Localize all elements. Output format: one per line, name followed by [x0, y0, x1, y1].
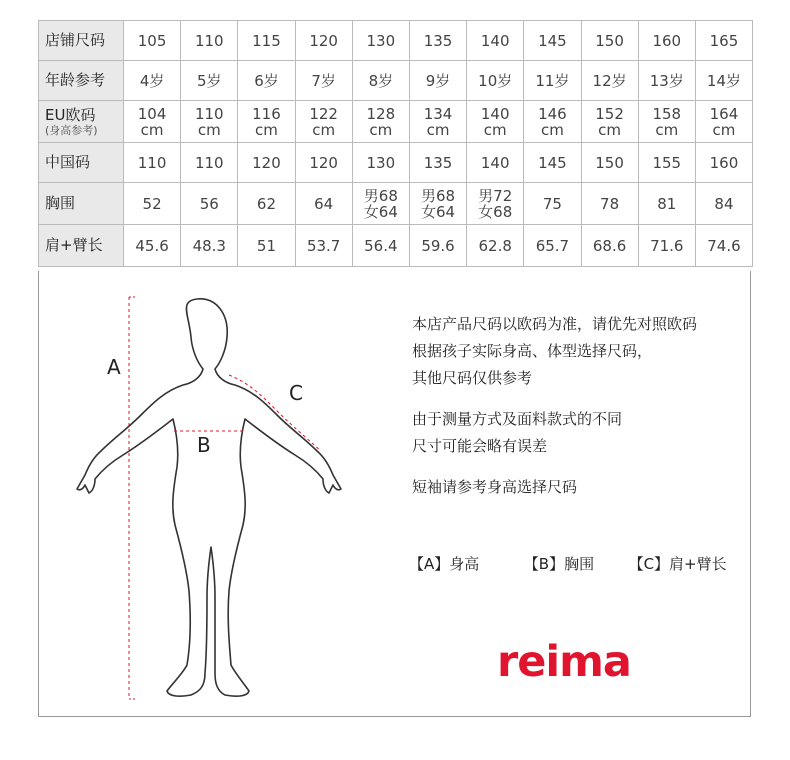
table-cell: 62.8	[467, 225, 524, 267]
table-cell	[695, 101, 752, 143]
table-cell: 11岁	[524, 61, 581, 101]
cell-line: cm	[483, 120, 507, 139]
note-line: 本店产品尺码以欧码为准，请优先对照欧码	[412, 315, 698, 333]
table-cell: 71.6	[638, 225, 695, 267]
table-cell: 4岁	[124, 61, 181, 101]
table-cell: 165	[695, 21, 752, 61]
table-cell: 7岁	[295, 61, 352, 101]
cell-line: cm	[255, 120, 278, 139]
table-cell: 56.4	[352, 225, 409, 267]
note-line: 尺寸可能会略有误差	[412, 437, 548, 455]
row-header-label: 店铺尺码	[45, 31, 106, 49]
legend-height: 【A】身高	[409, 555, 480, 573]
table-cell: 59.6	[409, 225, 466, 267]
table-cell: 135	[409, 143, 466, 183]
cell-line: cm	[540, 120, 564, 139]
table-cell: 62	[238, 183, 295, 225]
table-cell: 155	[638, 143, 695, 183]
note-line: 短袖请参考身高选择尺码	[412, 478, 578, 496]
table-cell: 14岁	[695, 61, 752, 101]
table-cell: 56	[181, 183, 238, 225]
table-cell: 52	[124, 183, 181, 225]
table-cell	[124, 101, 181, 143]
row-header	[39, 21, 124, 61]
table-cell	[409, 183, 466, 225]
table-cell: 145	[524, 21, 581, 61]
table-cell: 160	[638, 21, 695, 61]
table-cell	[524, 101, 581, 143]
table-cell: 130	[352, 143, 409, 183]
table-cell: 135	[409, 21, 466, 61]
table-cell: 64	[295, 183, 352, 225]
table-cell: 105	[124, 21, 181, 61]
cell-line: cm	[312, 120, 336, 139]
table-cell: 130	[352, 21, 409, 61]
cell-line: 116	[252, 104, 281, 123]
table-cell: 110	[181, 21, 238, 61]
table-row	[39, 101, 753, 143]
row-header-label: 中国码	[45, 153, 91, 171]
table-cell: 10岁	[467, 61, 524, 101]
cell-line: 146	[538, 104, 567, 123]
cell-line: 158	[652, 104, 682, 123]
cell-line: 女68	[478, 202, 513, 221]
table-cell	[352, 101, 409, 143]
row-header	[39, 183, 124, 225]
table-cell: 13岁	[638, 61, 695, 101]
cell-line: 女64	[420, 202, 456, 221]
table-cell: 5岁	[181, 61, 238, 101]
table-cell: 68.6	[581, 225, 638, 267]
reima-logo: reima	[497, 637, 631, 687]
legend-chest: 【B】胸围	[523, 555, 595, 573]
cell-line: 128	[366, 104, 396, 123]
table-cell: 45.6	[124, 225, 181, 267]
child-silhouette-icon	[39, 271, 399, 717]
table-cell: 140	[467, 21, 524, 61]
label-c: C	[289, 381, 303, 405]
table-cell	[581, 101, 638, 143]
cell-line: 110	[194, 104, 224, 123]
table-cell: 110	[181, 143, 238, 183]
label-b: B	[197, 433, 211, 457]
table-cell: 84	[695, 183, 752, 225]
table-row	[39, 183, 753, 225]
cell-line: 140	[480, 104, 510, 123]
table-cell	[467, 183, 524, 225]
size-table	[38, 20, 753, 267]
row-header-label: 胸围	[45, 194, 76, 212]
table-row	[39, 225, 753, 267]
cell-line: cm	[712, 120, 736, 139]
table-cell: 6岁	[238, 61, 295, 101]
table-cell: 140	[467, 143, 524, 183]
table-cell: 53.7	[295, 225, 352, 267]
cell-line: 104	[137, 104, 167, 123]
cell-line: cm	[140, 120, 164, 139]
cell-line: 164	[709, 104, 739, 123]
table-cell: 150	[581, 21, 638, 61]
table-cell: 51	[238, 225, 295, 267]
table-cell	[238, 101, 295, 143]
table-cell: 145	[524, 143, 581, 183]
cell-line: cm	[426, 120, 450, 139]
table-cell	[295, 101, 352, 143]
label-a: A	[107, 355, 121, 379]
table-cell: 81	[638, 183, 695, 225]
table-cell: 8岁	[352, 61, 409, 101]
table-cell: 115	[238, 21, 295, 61]
cell-line: 152	[595, 104, 624, 123]
note-line: 其他尺码仅供参考	[412, 369, 533, 387]
row-header	[39, 143, 124, 183]
row-header	[39, 101, 124, 143]
table-cell: 9岁	[409, 61, 466, 101]
table-cell: 120	[295, 21, 352, 61]
cell-line: 122	[309, 104, 338, 123]
note-line: 由于测量方式及面料款式的不同	[412, 410, 623, 428]
table-cell: 48.3	[181, 225, 238, 267]
row-header-sublabel: (身高参考)	[45, 123, 98, 137]
row-header	[39, 61, 124, 101]
illustration-panel	[38, 271, 751, 717]
table-cell: 120	[238, 143, 295, 183]
note-line: 根据孩子实际身高、体型选择尺码，	[412, 342, 653, 360]
cell-line: cm	[369, 120, 393, 139]
table-cell: 12岁	[581, 61, 638, 101]
cell-line: cm	[598, 120, 622, 139]
table-row	[39, 143, 753, 183]
row-header-label: 年龄参考	[45, 71, 106, 89]
table-cell	[181, 101, 238, 143]
table-row	[39, 61, 753, 101]
cell-line: cm	[197, 120, 221, 139]
table-cell	[467, 101, 524, 143]
table-cell: 120	[295, 143, 352, 183]
table-cell: 160	[695, 143, 752, 183]
table-row	[39, 21, 753, 61]
table-cell: 74.6	[695, 225, 752, 267]
cell-line: 男72	[478, 186, 513, 205]
cell-line: 男68	[363, 186, 398, 205]
cell-line: 男68	[420, 186, 456, 205]
cell-line: cm	[655, 120, 679, 139]
table-cell	[352, 183, 409, 225]
table-cell: 78	[581, 183, 638, 225]
table-cell: 110	[124, 143, 181, 183]
table-cell	[409, 101, 466, 143]
row-header	[39, 225, 124, 267]
table-cell: 65.7	[524, 225, 581, 267]
measurement-legend	[409, 553, 727, 574]
cell-line: 女64	[363, 202, 398, 221]
table-cell: 75	[524, 183, 581, 225]
table-cell: 150	[581, 143, 638, 183]
legend-shoulder-arm: 【C】肩+臂长	[628, 555, 727, 573]
row-header-label: EU欧码	[45, 105, 96, 124]
row-header-label: 肩+臂长	[45, 236, 103, 254]
size-notes	[412, 311, 752, 501]
cell-line: 134	[423, 104, 453, 123]
table-cell	[638, 101, 695, 143]
